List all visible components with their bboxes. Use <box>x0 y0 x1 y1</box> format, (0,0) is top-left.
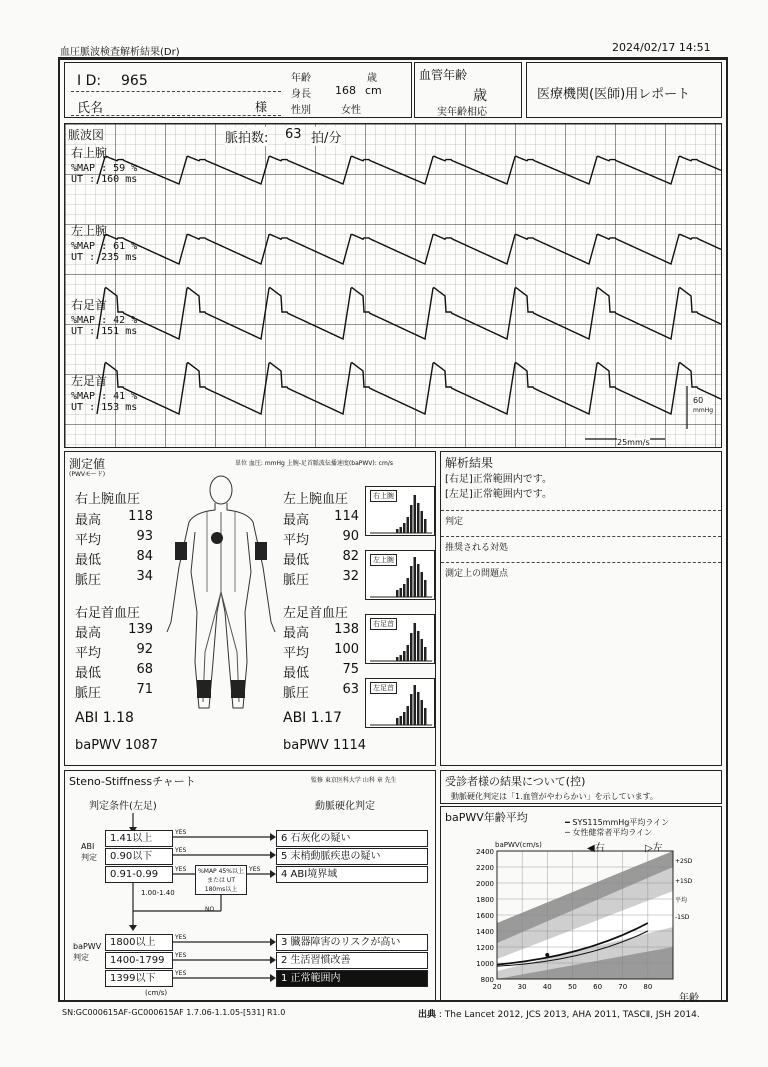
x-tick-label: 20 <box>492 983 502 991</box>
abi-range-2: 0.90以下 <box>105 848 173 865</box>
channel-right-arm: 右上腕 %MAP : 59 % UT : 160 ms <box>71 146 138 185</box>
measurement-box: 測定値 (PWVモード) 単位 血圧: mmHg 上腕-足首脈波伝播速度(baPWV): cm/s 右上腕血圧 最高 118 平均 93 最低 84 脈圧 34 右足首血圧 最高 139 平均 92 最低 68 脈圧 71 左上腕血圧 最高 114 平均 90 最低 82 脈圧 32 左足首血圧 最高 138 平均 100 最低 75 脈圧 63 右上腕 左上腕 右足首 左足首 ABI 1.18 ABI 1.17 baPWV 1087 baPWV 1114 <box>64 451 436 766</box>
band-label: 平均 <box>675 897 688 905</box>
histogram-bar <box>403 712 406 725</box>
analysis-title: 解析結果 <box>445 456 494 470</box>
y-tick-label: 1000 <box>476 960 494 968</box>
band-label: -1SD <box>675 914 690 921</box>
mini-wave-left-arm: 左上腕 <box>365 550 435 600</box>
vascular-age-title: 血管年齢 <box>419 68 468 82</box>
y-tick-label: 1400 <box>476 928 494 936</box>
x-tick-label: 40 <box>542 983 552 991</box>
channel-left-arm: 左上腕 %MAP : 61 % UT : 235 ms <box>71 224 138 263</box>
x-tick-label: 30 <box>517 983 527 991</box>
recommend-label: 推奨される対処 <box>445 543 509 553</box>
histogram-bar <box>396 529 399 533</box>
vascular-age-unit: 歳 <box>473 88 487 104</box>
abi-range-mid: 1.00-1.40 <box>141 889 175 897</box>
yes-5: YES <box>175 934 187 941</box>
left-arm-title: 左上腕血圧 <box>283 492 349 507</box>
histogram-bar <box>396 590 399 597</box>
footer-serial: SN:GC000615AF-GC000615AF 1.7.06-1.1.05-[531] R1.0 <box>62 1008 286 1017</box>
y-tick-label: 1800 <box>476 896 494 904</box>
right-ankle-title: 右足首血圧 <box>75 606 141 621</box>
age-unit: 歳 <box>367 73 377 84</box>
vascular-age-box <box>414 62 522 118</box>
analysis-line-1: [右足]正常範囲内です。 <box>445 474 553 485</box>
result-4: 4 ABI境界域 <box>276 866 428 883</box>
yes-7: YES <box>175 970 187 977</box>
histogram-bar <box>421 639 424 661</box>
waveform-trace <box>97 288 721 339</box>
examinee-title: 受診者様の結果について(控) <box>445 775 586 788</box>
steno-title: Steno-Stiffnessチャート <box>69 775 196 788</box>
result-6: 6 石灰化の疑い <box>276 830 428 847</box>
x-tick-label: 80 <box>643 983 653 991</box>
no-label: NO <box>205 906 215 913</box>
histogram-bar <box>424 580 427 597</box>
height-value: 168 <box>335 84 356 97</box>
legend-female: ─ 女性健常者平均ライン <box>565 828 653 837</box>
abi-left: ABI 1.17 <box>283 710 342 726</box>
report-title: 血圧脈波検査解析結果(Dr) <box>60 47 180 58</box>
analysis-box <box>440 451 722 766</box>
left-marker: ▷左 <box>645 843 663 854</box>
measurement-mode: (PWVモード) <box>69 471 106 478</box>
x-tick-label: 60 <box>593 983 603 991</box>
legend-sys: ━ SYS115mmHg平均ライン <box>565 818 670 827</box>
age-chart-ylabel: baPWV(cm/s) <box>495 841 542 849</box>
abi-judgement-side: ABI判定 <box>81 842 97 862</box>
yes-3: YES <box>175 866 187 873</box>
y-tick-label: 1200 <box>476 944 494 952</box>
y-tick-label: 2200 <box>476 864 494 872</box>
age-chart-plot <box>441 807 723 1003</box>
yes-4: YES <box>249 866 261 873</box>
mini-wave-right-arm: 右上腕 <box>365 486 435 536</box>
judgement-label: 判定 <box>445 517 464 527</box>
y-tick-label: 2000 <box>476 880 494 888</box>
y-tick-label: 2400 <box>476 848 494 856</box>
steno-stiffness-box <box>64 770 436 1002</box>
histogram-bar <box>421 511 424 533</box>
histogram-bar <box>407 706 410 725</box>
histogram-bar <box>396 657 399 661</box>
abi-range-3: 0.91-0.99 <box>105 866 173 883</box>
pulse-value: 63 <box>285 127 302 142</box>
y-tick-label: 800 <box>480 976 494 984</box>
bapwv-left: baPWV 1114 <box>283 738 367 753</box>
histogram-bar <box>407 517 410 533</box>
scale-amplitude: 60 mmHg <box>693 396 714 414</box>
histogram-bar <box>410 633 413 661</box>
histogram-bar <box>407 645 410 661</box>
height-unit: cm <box>365 84 382 97</box>
pulse-unit: 拍/分 <box>311 127 341 146</box>
histogram-bar <box>414 623 417 661</box>
name-suffix: 様 <box>255 100 268 114</box>
mini-wave-right-ankle: 右足首 <box>365 614 435 664</box>
histogram-bar <box>410 694 413 725</box>
histogram-bar <box>414 557 417 597</box>
id-value: 965 <box>121 73 148 89</box>
steno-condition-label: 判定条件(左足) <box>89 801 157 812</box>
issues-label: 測定上の問題点 <box>445 569 509 579</box>
analysis-line-2: [左足]正常範囲内です。 <box>445 489 553 500</box>
pwv-range-1: 1800以上 <box>105 934 173 951</box>
pwv-range-2: 1400-1799 <box>105 952 173 969</box>
mini-wave-left-ankle: 左足首 <box>365 678 435 728</box>
histogram-bar <box>410 566 413 597</box>
histogram-bar <box>400 655 403 661</box>
x-tick-label: 50 <box>567 983 577 991</box>
histogram-bar <box>417 503 420 533</box>
x-tick-label: 70 <box>618 983 628 991</box>
units-note: 単位 血圧: mmHg 上腕-足首脈波伝播速度(baPWV): cm/s <box>235 460 393 467</box>
band-label: +1SD <box>675 878 693 885</box>
vascular-age-note: 実年齢相応 <box>437 107 487 118</box>
channel-left-ankle: 左足首 %MAP : 41 % UT : 153 ms <box>71 374 138 413</box>
histogram-bar <box>424 519 427 533</box>
patient-box <box>64 62 412 118</box>
pwv-range-3: 1399以下 <box>105 970 173 987</box>
histogram-bar <box>410 505 413 533</box>
histogram-bar <box>417 631 420 661</box>
age-chart-box <box>440 806 722 1002</box>
histogram-bar <box>421 572 424 597</box>
body-figure-icon <box>161 472 281 727</box>
histogram-bar <box>400 527 403 533</box>
condition-box: %MAP 45%以上 または UT 180ms以上 <box>195 865 247 895</box>
waveform-trace <box>97 156 721 184</box>
left-ankle-title: 左足首血圧 <box>283 606 349 621</box>
waveform-trace <box>97 234 721 264</box>
sex-value: 女性 <box>341 105 361 116</box>
histogram-bar <box>403 651 406 661</box>
histogram-bar <box>400 588 403 597</box>
bapwv-right: baPWV 1087 <box>75 738 159 753</box>
age-label: 年齢 <box>291 73 311 84</box>
right-arm-title: 右上腕血圧 <box>75 492 141 507</box>
histogram-bar <box>414 685 417 725</box>
name-label: 氏名 <box>77 101 104 116</box>
right-marker: ◀右 <box>587 843 605 854</box>
report-datetime: 2024/02/17 14:51 <box>612 41 711 54</box>
waveform-grid <box>64 123 722 448</box>
steno-supervisor: 監修 東京医科大学 山科 章 先生 <box>311 777 397 784</box>
histogram-bar <box>403 523 406 533</box>
result-2: 2 生活習慣改善 <box>276 952 428 969</box>
result-3: 3 臓器障害のリスクが高い <box>276 934 428 951</box>
histogram-bar <box>421 700 424 725</box>
age-chart-title: baPWV年齢平均 <box>445 811 528 824</box>
age-chart-xlabel: 年齢 <box>679 993 699 1004</box>
examinee-note: 動脈硬化判定は「1.血管がやわらかい」を示しています。 <box>451 792 658 801</box>
waveform-title: 脈波図 <box>68 128 105 142</box>
report-type: 医療機関(医師)用レポート <box>537 87 691 102</box>
channel-right-ankle: 右足首 %MAP : 42 % UT : 151 ms <box>71 298 138 337</box>
scale-speed: 25mm/s <box>617 438 650 447</box>
pulse-label: 脈拍数: <box>225 127 268 146</box>
abi-right: ABI 1.18 <box>75 710 134 726</box>
footer-source: 出典 : The Lancet 2012, JCS 2013, AHA 2011, TASCⅡ, JSH 2014. <box>418 1010 700 1020</box>
patient-marker <box>545 953 549 957</box>
yes-2: YES <box>175 847 187 854</box>
histogram-bar <box>403 584 406 597</box>
sex-label: 性別 <box>291 105 311 116</box>
result-5: 5 末梢動脈疾患の疑い <box>276 848 428 865</box>
examinee-box <box>440 770 722 804</box>
pwv-judgement-side: baPWV判定 <box>73 942 102 962</box>
histogram-bar <box>417 692 420 725</box>
height-label: 身長 <box>291 89 311 100</box>
histogram-bar <box>424 708 427 725</box>
y-tick-label: 1600 <box>476 912 494 920</box>
pwv-unit: (cm/s) <box>145 989 168 997</box>
waveform-traces <box>65 124 723 449</box>
steno-stiffness-label: 動脈硬化判定 <box>315 801 375 812</box>
abi-range-1: 1.41以上 <box>105 830 173 847</box>
histogram-bar <box>414 495 417 533</box>
result-1-selected: 1 正常範囲内 <box>276 970 428 987</box>
histogram-bar <box>400 716 403 725</box>
band-label: +2SD <box>675 858 693 865</box>
measurement-title: 測定値 <box>69 457 106 471</box>
yes-6: YES <box>175 952 187 959</box>
yes-1: YES <box>175 829 187 836</box>
histogram-bar <box>396 718 399 725</box>
histogram-bar <box>424 647 427 661</box>
histogram-bar <box>417 564 420 597</box>
report-type-box <box>526 62 722 118</box>
id-label: I D: <box>77 73 102 89</box>
histogram-bar <box>407 578 410 597</box>
waveform-trace <box>97 363 721 414</box>
